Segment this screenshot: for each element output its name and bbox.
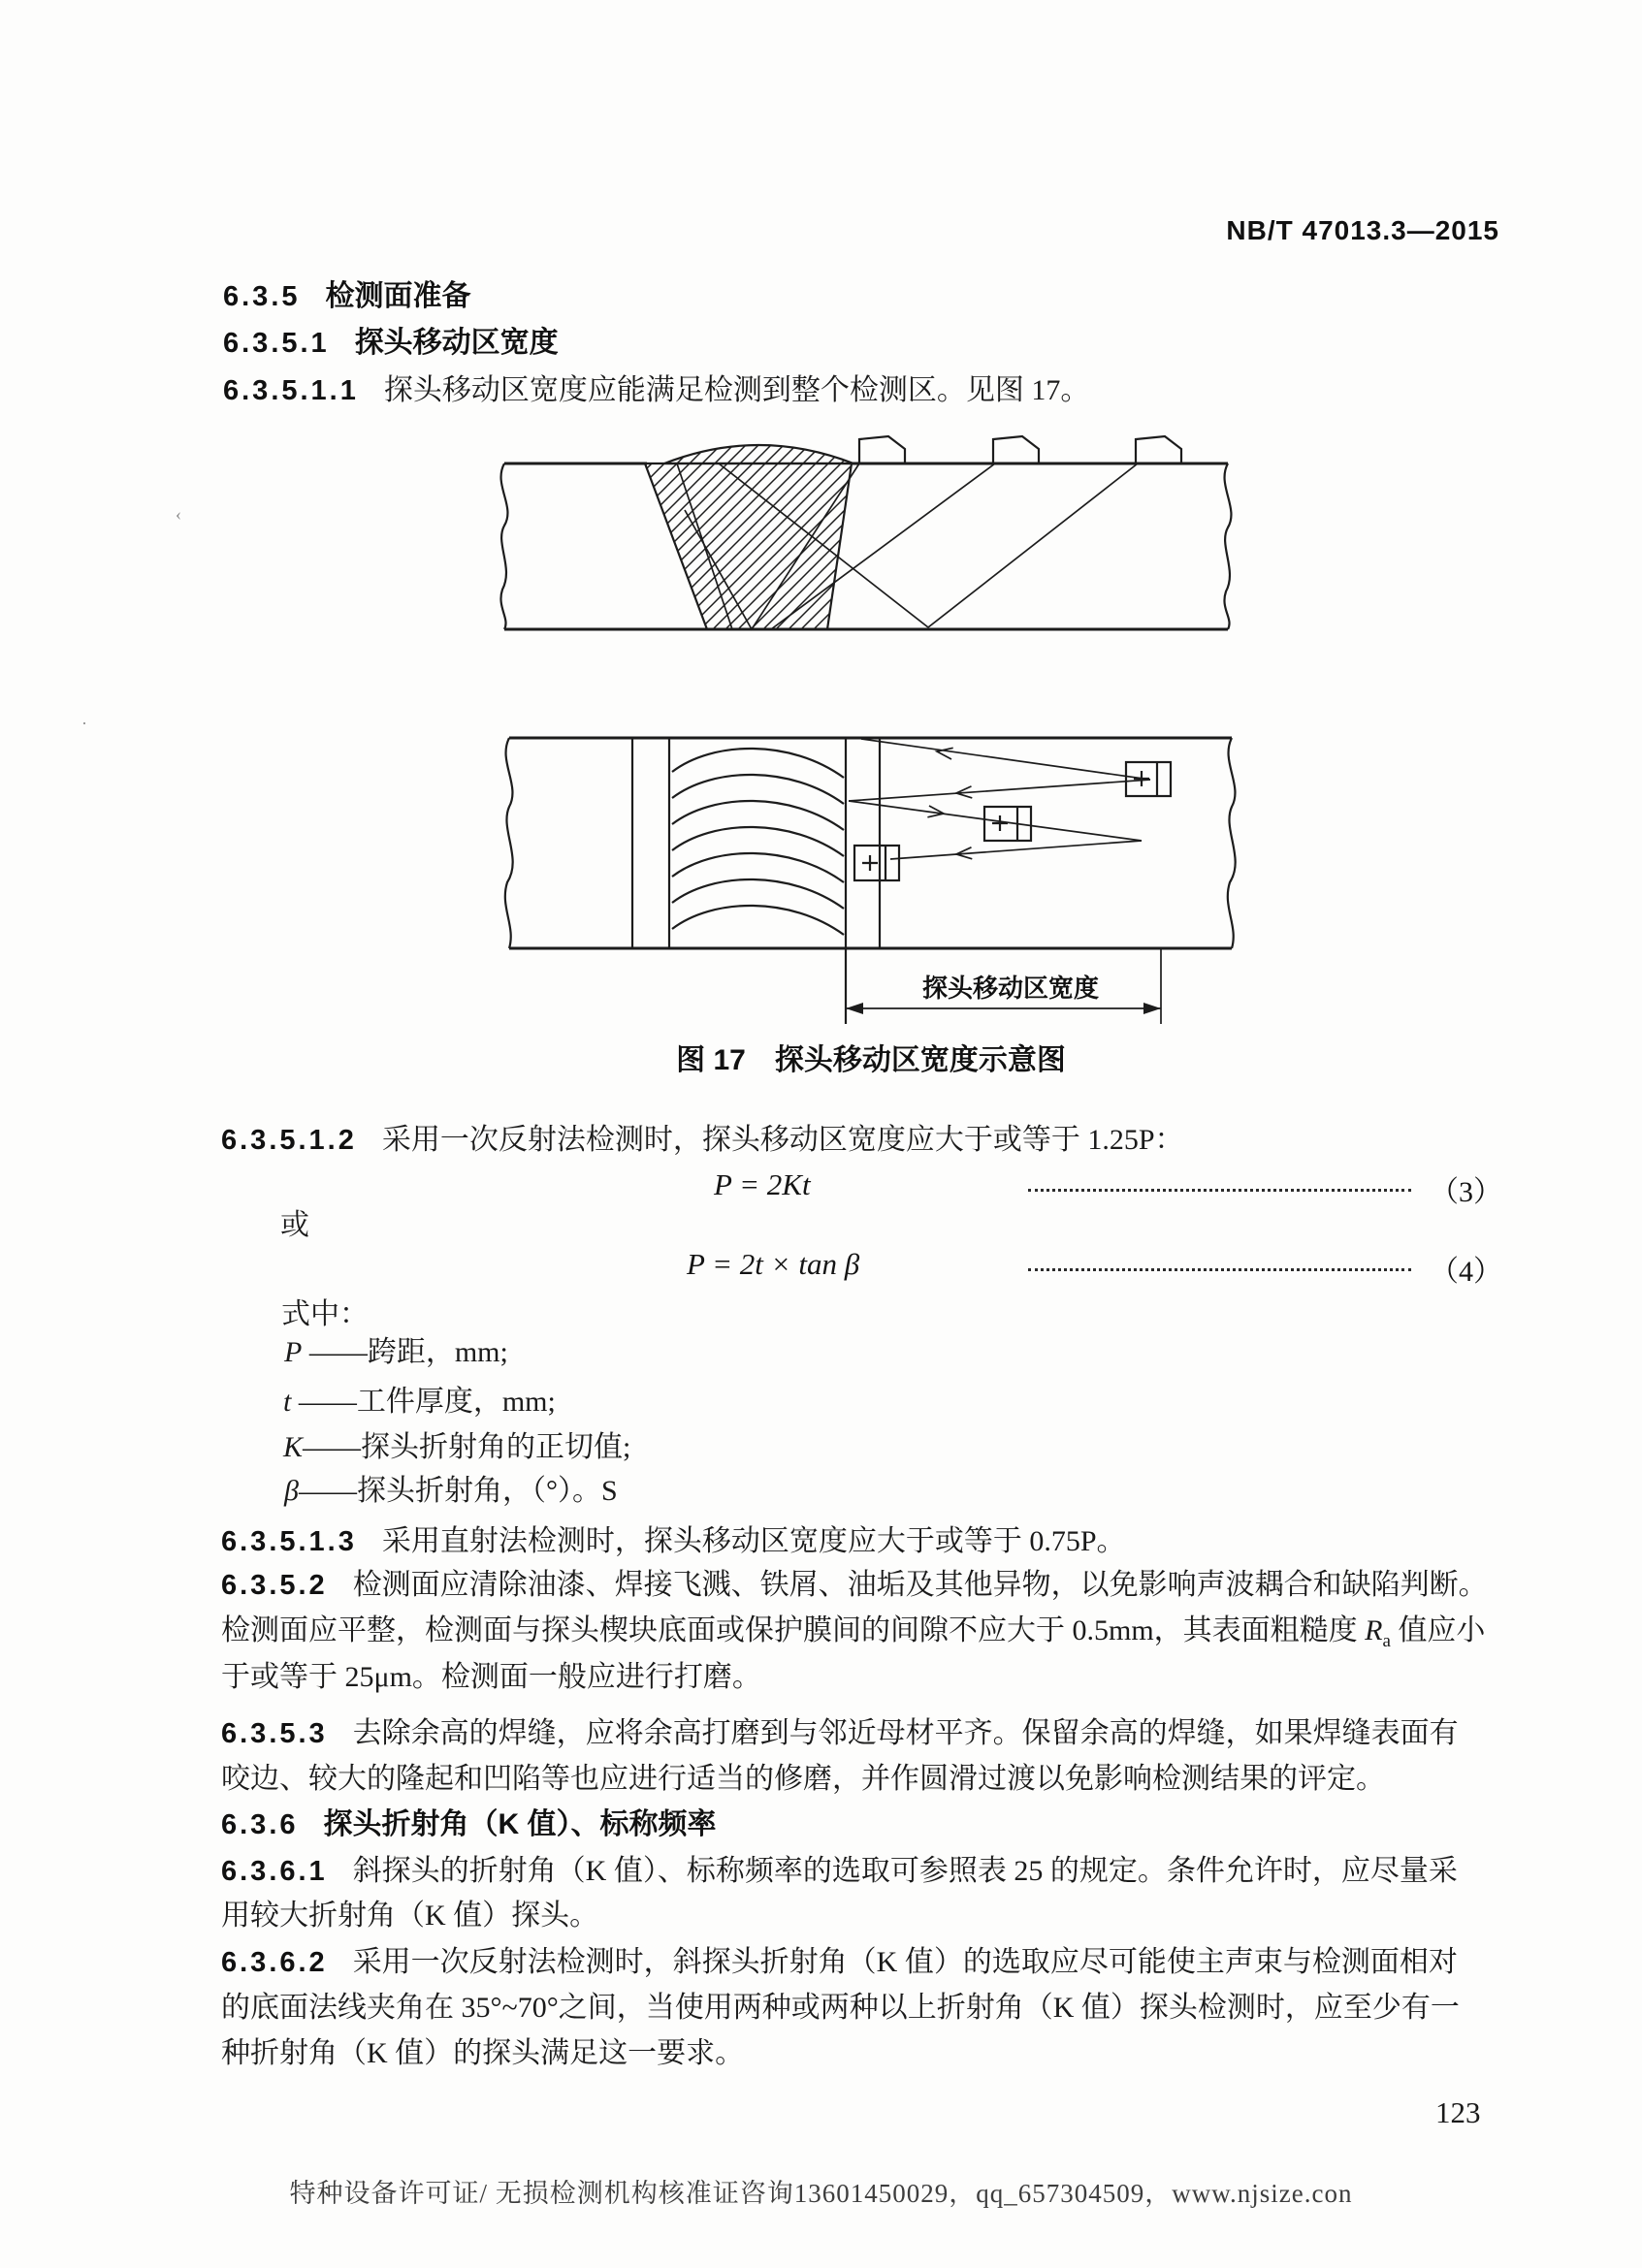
formula-4-number: （4） [1430, 1256, 1502, 1288]
probe-icon [984, 807, 1031, 841]
formula-4: P = 2t × tan β [687, 1247, 860, 1281]
probe-icon [854, 846, 899, 880]
clause-6-3-5-2-line3 [221, 1660, 761, 1695]
clause-text: 值应小 [1390, 1614, 1486, 1646]
clause-text: 检测面应清除油漆、焊接飞溅、铁屑、油垢及其他异物，以免影响声波耦合和缺陷判断。 [352, 1569, 1488, 1601]
clause-number: 6.3.5.1.3 [221, 1526, 357, 1557]
weld-cross-section-view [500, 436, 1231, 629]
definition-text: ——跨距，mm; [302, 1336, 508, 1368]
heading-title: 探头移动区宽度 [354, 327, 559, 359]
clause-number: 6.3.5.2 [221, 1570, 328, 1601]
formula-3: P = 2Kt [714, 1167, 811, 1201]
clause-text: 采用一次反射法检测时，斜探头折射角（K 值）的选取应尽可能使主声束与检测面相对 [352, 1946, 1458, 1978]
dot-leader [1028, 1268, 1411, 1271]
probe-icon [993, 436, 1039, 463]
weld-cap [664, 445, 853, 463]
clause-text: 探头移动区宽度应能满足检测到整个检测区。见图 17。 [383, 374, 1090, 406]
figure-caption: 图 17 探头移动区宽度示意图 [676, 1044, 1066, 1076]
figure-17-diagram [446, 417, 1290, 1028]
clause-text: 种折射角（K 值）的探头满足这一要求。 [221, 2037, 745, 2069]
heading-title: 检测面准备 [325, 280, 471, 312]
footer-watermark: 特种设备许可证/ 无损检测机构核准证咨询13601450029，qq_657304509，www.njsize.con [289, 2179, 1353, 2208]
probe-icon [1126, 762, 1171, 796]
clause-text: 斜探头的折射角（K 值）、标称频率的选取可参照表 25 的规定。条件允许时，应尽量采 [352, 1855, 1458, 1887]
plate-wavy-edge-right [1224, 463, 1231, 629]
symbol: R [1365, 1614, 1383, 1646]
clause-number: 6.3.5.1.1 [223, 375, 359, 406]
clause-6-3-5-3-line2 [221, 1762, 1385, 1797]
clause-text: 检测面应平整，检测面与探头楔块底面或保护膜间的间隙不应大于 0.5mm，其表面粗糙度 [221, 1614, 1366, 1646]
symbol-definition-t [283, 1385, 556, 1420]
scan-artifact: · [81, 714, 87, 733]
heading-6-3-5 [223, 279, 471, 314]
clause-6-3-5-1-3 [221, 1524, 1126, 1559]
clause-6-3-5-2-line1 [221, 1568, 1488, 1603]
heading-6-3-6 [221, 1807, 717, 1842]
where-label: 式中： [281, 1298, 369, 1330]
heading-6-3-5-1 [223, 326, 559, 361]
symbol-definition-P [284, 1335, 508, 1370]
clause-text: 采用直射法检测时，探头移动区宽度应大于或等于 0.75P。 [381, 1525, 1126, 1557]
page-number: 123 [1435, 2095, 1481, 2129]
clause-number: 6.3.5.3 [221, 1718, 328, 1749]
definition-text: ——探头折射角，（°）。S [298, 1475, 618, 1507]
plate-wavy-edge-left [500, 463, 507, 629]
symbol: β [284, 1475, 299, 1507]
clause-number: 6.3.6.1 [221, 1856, 328, 1887]
clause-text: 去除余高的焊缝，应将余高打磨到与邻近母材平齐。保留余高的焊缝，如果焊缝表面有 [352, 1717, 1459, 1749]
symbol-definition-beta [284, 1474, 618, 1509]
clause-text: 的底面法线夹角在 35°~70°之间，当使用两种或两种以上折射角（K 值）探头检测时，应至少有一 [221, 1992, 1460, 2024]
beam-path [928, 463, 1138, 627]
scan-artifact: ‹ [176, 504, 181, 524]
clause-6-3-6-2-line1 [221, 1945, 1458, 1980]
heading-title: 探头折射角（K 值）、标称频率 [323, 1808, 717, 1840]
dimension-arrow-icon [846, 1003, 863, 1014]
formula-3-number: （3） [1430, 1176, 1502, 1208]
weld-plan-view [505, 738, 1236, 1024]
clause-6-3-6-2-line3 [221, 2036, 744, 2071]
symbol: K [283, 1431, 304, 1463]
clause-text: 咬边、较大的隆起和凹陷等也应进行适当的修磨，并作圆滑过渡以免影响检测结果的评定。 [221, 1763, 1385, 1795]
plate-wavy-edge-left [505, 738, 513, 948]
plate-wavy-edge-right [1228, 738, 1236, 948]
clause-6-3-5-1-1 [223, 373, 1089, 408]
clause-number: 6.3.5.1.2 [221, 1125, 357, 1156]
weld-ripples [672, 749, 844, 935]
clause-number: 6.3.6.2 [221, 1947, 328, 1978]
clause-text: 采用一次反射法检测时，探头移动区宽度应大于或等于 1.25P： [381, 1124, 1184, 1156]
symbol: P [284, 1336, 303, 1368]
clause-text: 于或等于 25μm。检测面一般应进行打磨。 [221, 1661, 761, 1693]
clause-6-3-6-1-line2 [221, 1899, 598, 1933]
symbol-subscript: a [1382, 1631, 1391, 1651]
clause-6-3-6-2-line2 [221, 1991, 1460, 2026]
clause-6-3-5-3-line1 [221, 1716, 1459, 1751]
or-label: 或 [280, 1209, 309, 1241]
clause-number: 6.3.5.1 [223, 328, 330, 359]
probe-icon [859, 436, 905, 463]
clause-6-3-5-1-2 [221, 1123, 1184, 1158]
dimension [846, 948, 1161, 1024]
definition-text: ——探头折射角的正切值; [303, 1431, 631, 1463]
doc-number-header: NB/T 47013.3—2015 [1226, 215, 1499, 245]
clause-number: 6.3.5 [223, 281, 301, 312]
clause-number: 6.3.6 [221, 1809, 299, 1840]
symbol-definition-K [283, 1430, 630, 1465]
clause-text: 用较大折射角（K 值）探头。 [221, 1900, 599, 1932]
weld-body [645, 463, 852, 629]
dimension-arrow-icon [1143, 1003, 1161, 1014]
dot-leader [1028, 1189, 1411, 1192]
probe-icon [1136, 436, 1181, 463]
clause-6-3-5-2-line2 [221, 1613, 1485, 1659]
definition-text: ——工件厚度，mm; [291, 1386, 556, 1418]
clause-6-3-6-1-line1 [221, 1854, 1458, 1889]
dimension-label: 探头移动区宽度 [921, 974, 1100, 1003]
symbol: t [283, 1386, 292, 1418]
